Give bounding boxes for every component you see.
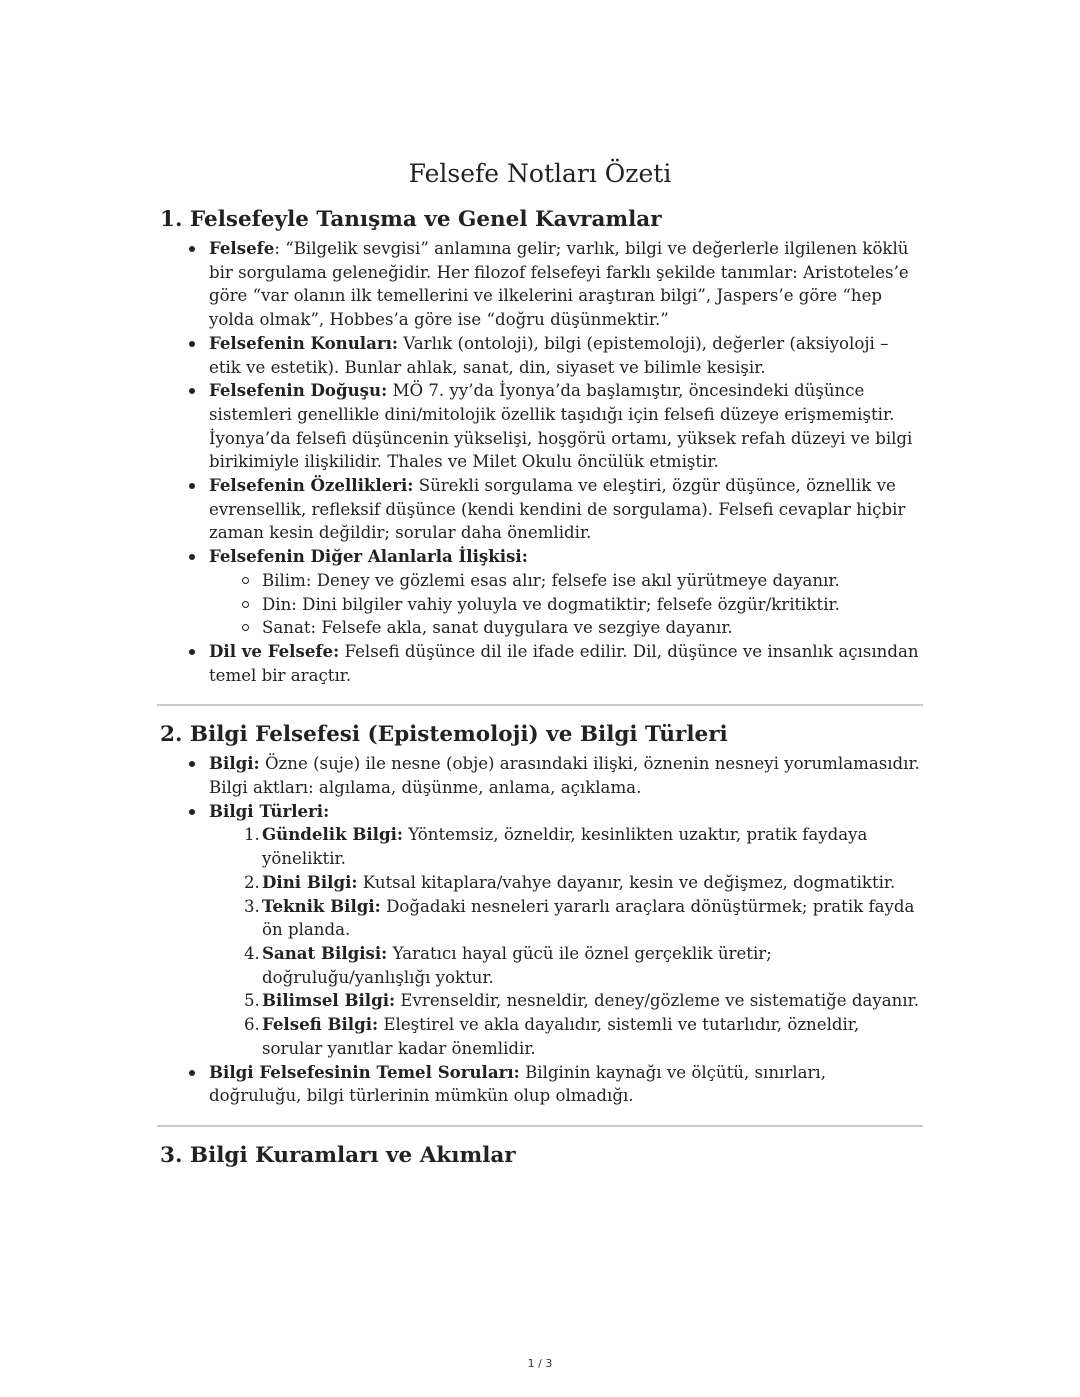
numbered-item [244, 871, 923, 895]
term-text: Varlık (ontoloji), bilgi (epistemoloji), değerler (aksiyoloji – etik ve estetik). Bunlar ahlak, sanat, din, siyaset ve bilimle kesişir. [209, 333, 889, 377]
document-page [157, 155, 923, 1173]
numbered-item [244, 1013, 923, 1060]
sub-list-item: Bilim: Deney ve gözlemi esas alır; felsefe ise akıl yürütmeye dayanır. [262, 569, 923, 593]
term-label: Bilimsel Bilgi: [262, 990, 396, 1011]
section-divider [157, 1125, 923, 1127]
term-text: : “Bilgelik sevgisi” anlamına gelir; varlık, bilgi ve değerlerle ilgilenen köklü bir sorgulama geleneğidir. Her filozof felsefeyi farklı şekilde tanımlar: Aristoteles’e göre “var olanın ilk temellerini ve ilkelerini araştıran bilgi”, Jaspers’e göre “hep yolda olmak”, Hobbes’a göre ise “doğru düşünmektir.” [209, 239, 909, 330]
term-label: Sanat Bilgisi: [262, 942, 388, 963]
item-number: 2. [244, 872, 260, 892]
term-label: Felsefenin Özellikleri: [209, 475, 414, 496]
list-item-sorular [209, 1061, 923, 1108]
section-divider [157, 704, 923, 706]
term-text: MÖ 7. yy’da İyonya’da başlamıştır, öncesindeki düşünce sistemleri genellikle dini/mitolojik özellik taşıdığı için felsefi düzeye erişmemiştir. İyonya’da felsefi düşüncenin yükselişi, hoşgörü ortamı, yüksek refah düzeyi ve bilgi birikimiyle ilişkilidir. Thales ve Milet Okulu öncülük etmiştir. [209, 381, 913, 472]
term-label: Felsefe [209, 238, 275, 258]
term-text: Yaratıcı hayal gücü ile öznel gerçeklik üretir; doğruluğu/yanlışlığı yoktur. [262, 943, 772, 987]
item-number: 6. [244, 1015, 260, 1035]
item-number: 1. [244, 825, 260, 845]
term-label: Gündelik Bilgi: [262, 824, 404, 845]
page-number: 1 / 3 [527, 1357, 553, 1370]
list-item-iliskisi [209, 545, 923, 640]
section-2-list [157, 752, 923, 1108]
numbered-item [244, 823, 923, 870]
sub-list-item: Sanat: Felsefe akla, sanat duygulara ve sezgiye dayanır. [262, 616, 923, 640]
list-item-bilgi [209, 752, 923, 799]
term-label: Felsefenin Konuları: [209, 332, 399, 353]
term-text: Eleştirel ve akla dayalıdır, sistemli ve tutarlıdır, özneldir, sorular yanıtlar kadar önemlidir. [262, 1015, 860, 1058]
term-label: Dini Bilgi: [262, 871, 358, 892]
item-number: 5. [244, 991, 260, 1011]
numbered-item [244, 989, 923, 1013]
term-label: Bilgi Türleri: [209, 800, 330, 821]
term-text: Özne (suje) ile nesne (obje) arasındaki ilişki, öznenin nesneyi yorumlamasıdır. Bilgi aktları: algılama, düşünme, anlama, açıklama. [209, 754, 920, 798]
list-item-felsefe [209, 237, 923, 332]
numbered-item [244, 942, 923, 989]
term-text: Felsefi düşünce dil ile ifade edilir. Dil, düşünce ve insanlık açısından temel bir araçtır. [209, 641, 919, 685]
term-text: Bilginin kaynağı ve ölçütü, sınırları, doğruluğu, bilgi türlerinin mümkün olup olmadığı. [209, 1062, 826, 1106]
section-1-list [157, 237, 923, 687]
term-text: Yöntemsiz, özneldir, kesinlikten uzaktır, pratik faydaya yöneliktir. [262, 825, 868, 869]
list-item-dil [209, 640, 923, 687]
term-label: Bilgi: [209, 753, 260, 774]
term-text: Evrenseldir, nesneldir, deney/gözleme ve sistematiğe dayanır. [395, 991, 920, 1011]
document-title: Felsefe Notları Özeti [408, 159, 672, 188]
numbered-item [244, 895, 923, 942]
list-item-konular [209, 332, 923, 379]
term-label: Felsefi Bilgi: [262, 1014, 379, 1035]
term-label: Bilgi Felsefesinin Temel Soruları: [209, 1061, 520, 1082]
section-2-heading: 2. Bilgi Felsefesi (Epistemoloji) ve Bilgi Türleri [160, 722, 728, 748]
relations-sublist [209, 569, 923, 640]
list-item-dogusu [209, 379, 923, 474]
term-text: Kutsal kitaplara/vahye dayanır, kesin ve değişmez, dogmatiktir. [357, 872, 896, 892]
term-label: Dil ve Felsefe: [209, 640, 340, 661]
list-item-ozellikleri [209, 474, 923, 545]
section-1-heading: 1. Felsefeyle Tanışma ve Genel Kavramlar [160, 207, 662, 232]
list-item-turleri [209, 800, 923, 1061]
term-text: Sürekli sorgulama ve eleştiri, özgür düşünce, öznellik ve evrensellik, refleksif düşünce (kendi kendini de sorgulama). Felsefi cevaplar hiçbir zaman kesin değildir; sorular daha önemlidir. [209, 476, 906, 543]
sub-list-item: Din: Dini bilgiler vahiy yoluyla ve dogmatiktir; felsefe özgür/kritiktir. [262, 593, 923, 617]
section-3-heading: 3. Bilgi Kuramları ve Akımlar [160, 1142, 516, 1168]
knowledge-types-list [209, 823, 923, 1060]
term-text: Doğadaki nesneleri yararlı araçlara dönüştürmek; pratik fayda ön planda. [262, 896, 915, 940]
term-label: Felsefenin Diğer Alanlarla İlişkisi: [209, 546, 528, 567]
term-label: Teknik Bilgi: [262, 895, 381, 916]
item-number: 3. [244, 896, 260, 916]
term-label: Felsefenin Doğuşu: [209, 380, 388, 401]
item-number: 4. [244, 943, 260, 963]
